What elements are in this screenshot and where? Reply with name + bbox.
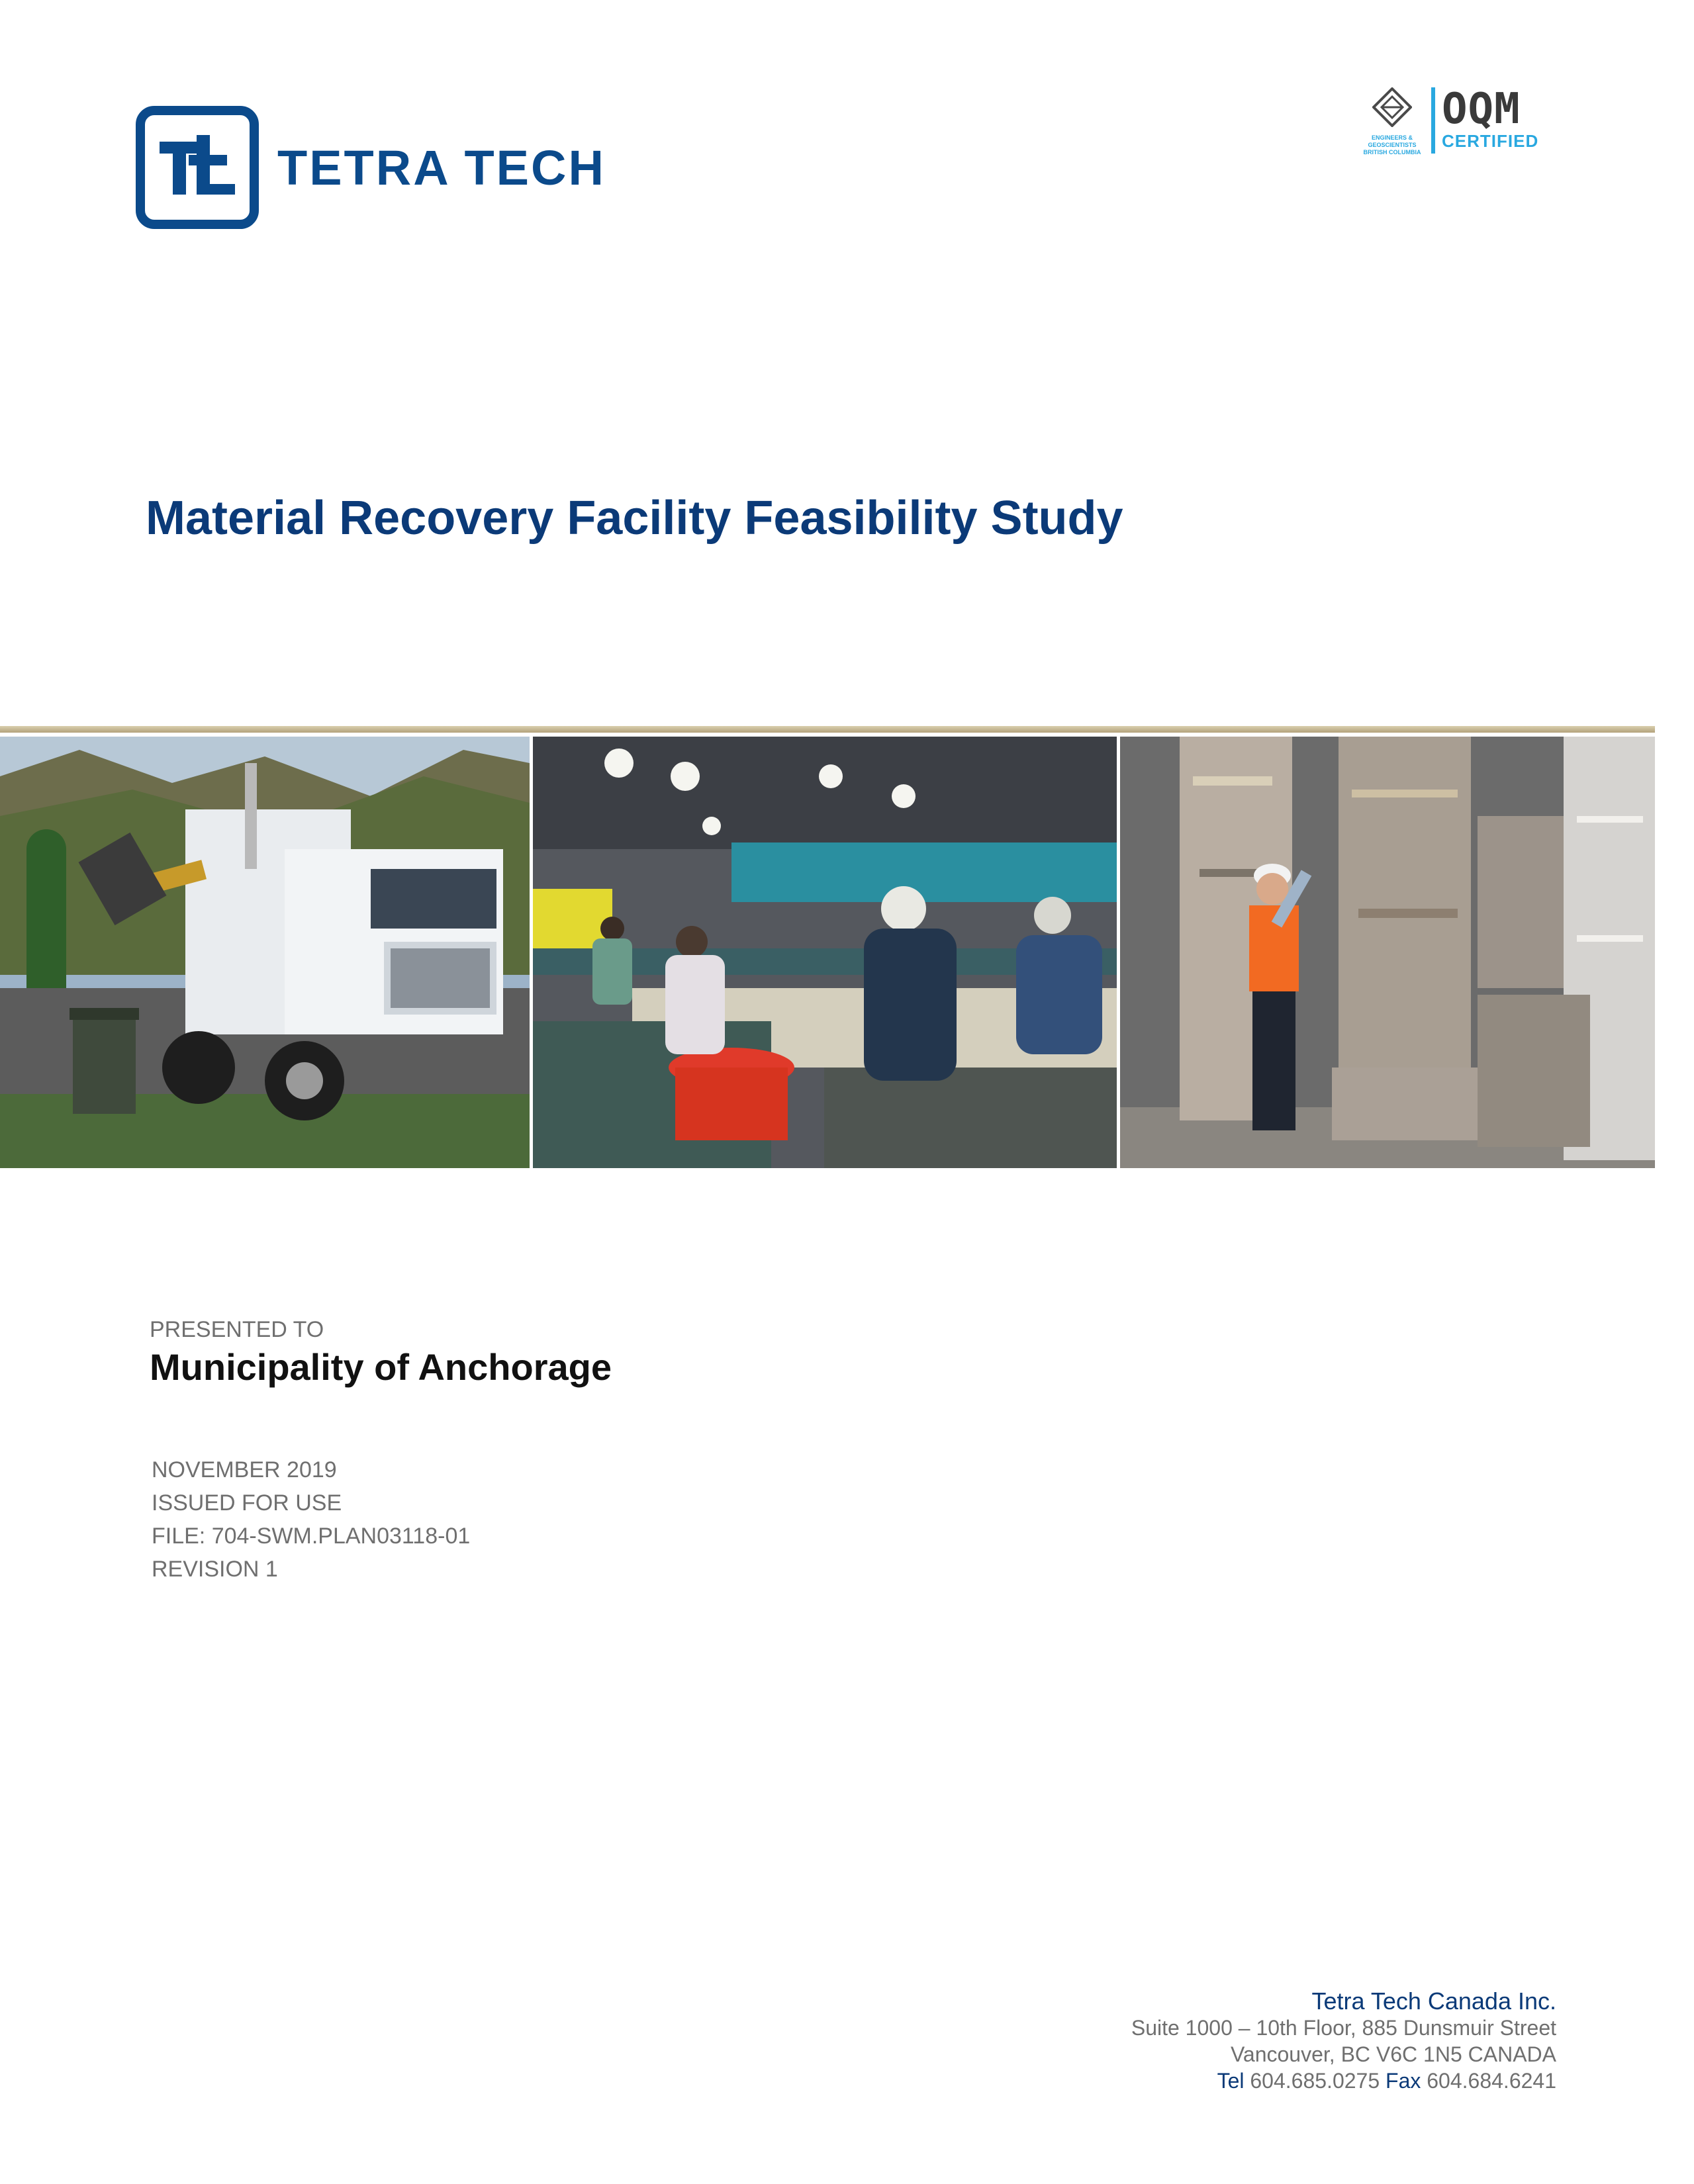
address-line-1: Suite 1000 – 10th Floor, 885 Dunsmuir Street <box>1131 2016 1556 2040</box>
oqm-certified-text: CERTIFIED <box>1442 131 1539 151</box>
contact-line <box>1131 2068 1556 2094</box>
egbc-diamond-icon <box>1372 87 1412 127</box>
egbc-badge <box>1362 87 1422 156</box>
tel-label: Tel <box>1217 2069 1245 2093</box>
photo-recycled-bales <box>1120 737 1655 1168</box>
document-file-number: FILE: 704-SWM.PLAN03118-01 <box>152 1524 471 1549</box>
photo-strip <box>0 737 1655 1168</box>
logo-wordmark: TETRA TECH <box>277 140 606 195</box>
egbc-text: ENGINEERS & GEOSCIENTISTS BRITISH COLUMBIA <box>1363 134 1421 156</box>
fax-label: Fax <box>1386 2069 1421 2093</box>
photo-recycling-truck <box>0 737 530 1168</box>
fax-number: 604.684.6241 <box>1427 2069 1556 2093</box>
presented-to-label: PRESENTED TO <box>150 1317 324 1342</box>
tetra-tech-logo <box>136 106 606 229</box>
tt-monogram-icon <box>136 106 259 229</box>
document-revision: REVISION 1 <box>152 1557 278 1582</box>
company-address-block <box>1131 1988 1556 2094</box>
oqm-divider <box>1431 87 1435 154</box>
tel-number: 604.685.0275 <box>1250 2069 1380 2093</box>
company-name: Tetra Tech Canada Inc. <box>1311 1987 1556 2015</box>
document-date: NOVEMBER 2019 <box>152 1457 337 1482</box>
banner-divider <box>0 726 1655 733</box>
address-line-2: Vancouver, BC V6C 1N5 CANADA <box>1230 2042 1556 2066</box>
photo-sorting-line <box>533 737 1117 1168</box>
document-status: ISSUED FOR USE <box>152 1490 342 1516</box>
document-title: Material Recovery Facility Feasibility Study <box>146 492 1123 545</box>
oqm-certification-badge <box>1362 87 1538 156</box>
document-meta <box>152 1453 470 1586</box>
client-name: Municipality of Anchorage <box>150 1346 612 1388</box>
oqm-text: OQM <box>1442 85 1521 134</box>
